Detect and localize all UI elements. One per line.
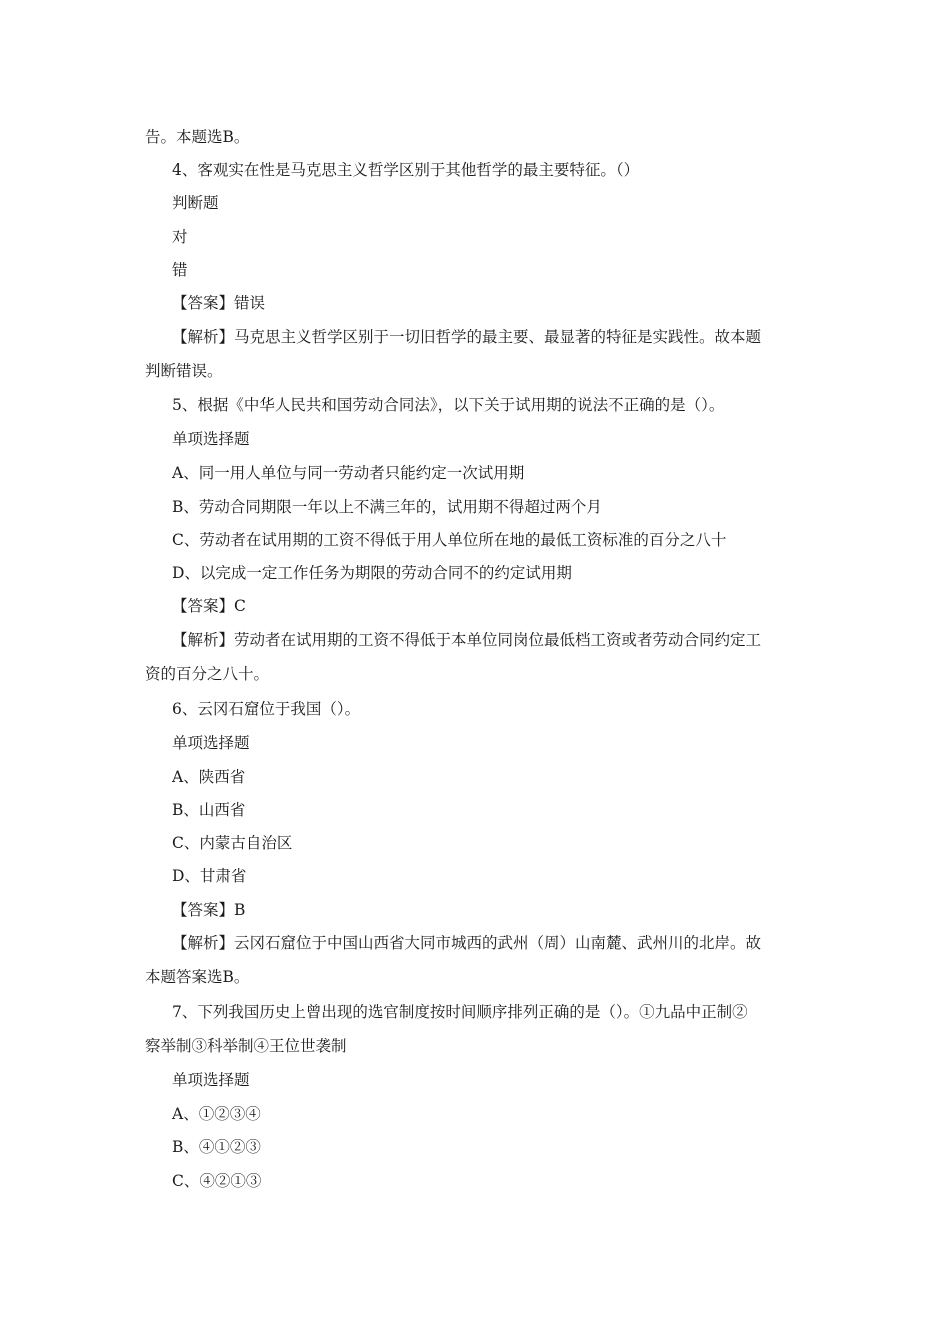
question-4-explanation: 【解析】马克思主义哲学区别于一切旧哲学的最主要、最显著的特征是实践性。故本题 — [172, 328, 762, 346]
question-5-type: 单项选择题 — [172, 430, 250, 448]
text-line: 告。本题选B。 — [145, 128, 250, 146]
question-6-explanation-cont: 本题答案选B。 — [145, 968, 250, 986]
question-6-stem: 6、云冈石窟位于我国（）。 — [172, 700, 361, 718]
question-7-stem-cont: 察举制③科举制④王位世袭制 — [145, 1037, 347, 1055]
question-6-option-b: B、山西省 — [172, 801, 246, 819]
question-6-explanation: 【解析】云冈石窟位于中国山西省大同市城西的武州（周）山南麓、武州川的北岸。故 — [172, 934, 762, 952]
question-6-option-c: C、内蒙古自治区 — [172, 834, 293, 852]
question-4-stem: 4、客观实在性是马克思主义哲学区别于其他哲学的最主要特征。（） — [172, 161, 640, 179]
question-5-option-c: C、劳动者在试用期的工资不得低于用人单位所在地的最低工资标准的百分之八十 — [172, 531, 727, 549]
question-4-option-false: 错 — [172, 261, 188, 279]
question-5-explanation-cont: 资的百分之八十。 — [145, 665, 270, 683]
question-7-option-c: C、④②①③ — [172, 1172, 262, 1190]
question-7-stem: 7、下列我国历史上曾出现的选官制度按时间顺序排列正确的是（）。①九品中正制② — [172, 1003, 748, 1021]
question-5-option-a: A、同一用人单位与同一劳动者只能约定一次试用期 — [172, 464, 525, 482]
question-6-type: 单项选择题 — [172, 734, 250, 752]
question-4-explanation-cont: 判断错误。 — [145, 362, 223, 380]
question-6-option-a: A、陕西省 — [172, 768, 246, 786]
question-5-option-d: D、以完成一定工作任务为期限的劳动合同不的约定试用期 — [172, 564, 572, 582]
question-4-answer: 【答案】错误 — [172, 294, 266, 312]
question-4-type: 判断题 — [172, 194, 219, 212]
question-5-option-b: B、劳动合同期限一年以上不满三年的，试用期不得超过两个月 — [172, 498, 602, 516]
question-5-explanation: 【解析】劳动者在试用期的工资不得低于本单位同岗位最低档工资或者劳动合同约定工 — [172, 631, 762, 649]
question-6-answer: 【答案】B — [172, 901, 246, 919]
question-4-option-true: 对 — [172, 228, 188, 246]
question-5-answer: 【答案】C — [172, 597, 246, 615]
question-7-option-b: B、④①②③ — [172, 1138, 261, 1156]
question-6-option-d: D、甘肃省 — [172, 867, 247, 885]
question-7-option-a: A、①②③④ — [172, 1105, 261, 1123]
question-7-type: 单项选择题 — [172, 1071, 250, 1089]
question-5-stem: 5、根据《中华人民共和国劳动合同法》，以下关于试用期的说法不正确的是（）。 — [172, 396, 725, 414]
